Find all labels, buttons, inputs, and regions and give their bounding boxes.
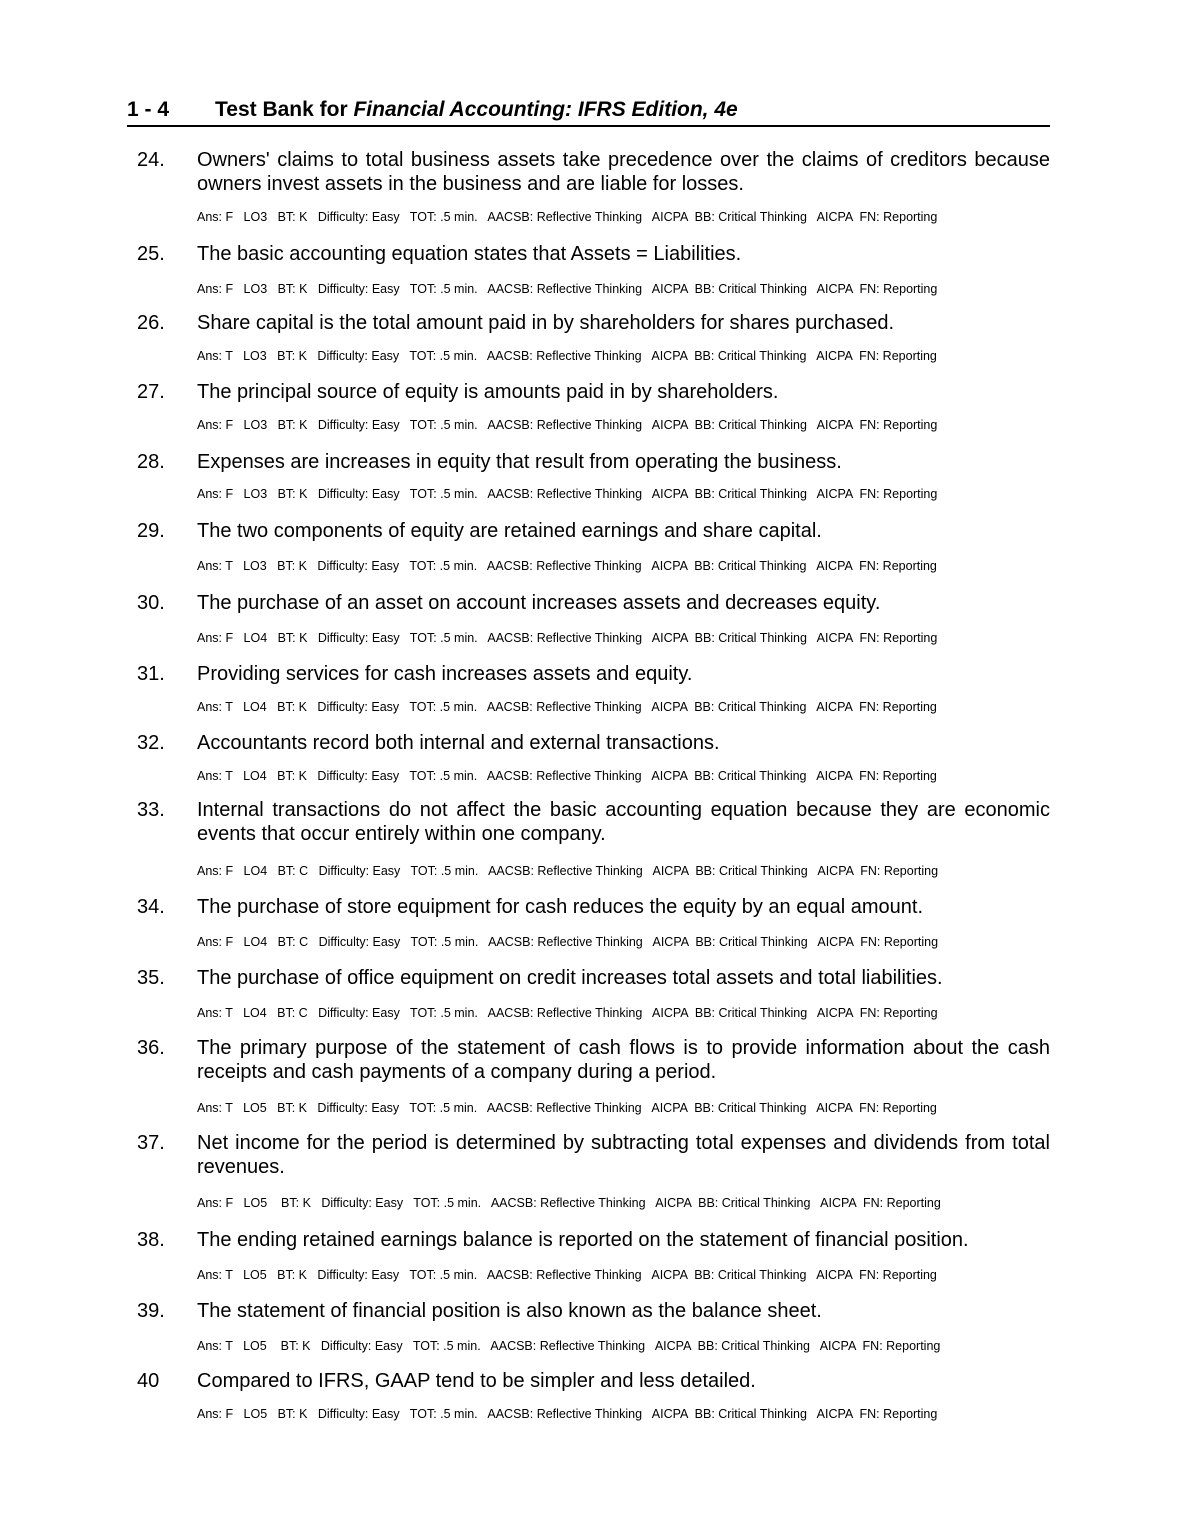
answer-metadata: Ans: F LO4 BT: C Difficulty: Easy TOT: .5 min. AACSB: Reflective Thinking AICPA BB: Critical Thinking AICPA FN: Reporting: [197, 935, 939, 949]
answer-metadata: Ans: F LO4 BT: C Difficulty: Easy TOT: .5 min. AACSB: Reflective Thinking AICPA BB: Critical Thinking AICPA FN: Reporting: [197, 864, 939, 878]
question-item: [127, 242, 1050, 297]
header-title-prefix: Test Bank for: [215, 98, 354, 121]
question-number: 27.: [137, 381, 165, 403]
question-item: [127, 966, 1050, 1021]
question-number: 36.: [137, 1037, 165, 1059]
question-text: Accountants record both internal and external transactions.: [197, 732, 720, 754]
question-number: 26.: [137, 312, 165, 334]
question-item: [127, 591, 1050, 646]
header-title-italic: Financial Accounting: IFRS Edition, 4e: [353, 98, 738, 121]
question-number: 40: [137, 1370, 160, 1392]
question-text: The primary purpose of the statement of cash flows is to provide information about the cash receipts and cash payments of a company during a period.: [197, 1037, 1050, 1083]
question-number: 34.: [137, 896, 165, 918]
question-number: 29.: [137, 520, 165, 542]
question-text: The purchase of store equipment for cash reduces the equity by an equal amount.: [197, 896, 923, 918]
question-text: The basic accounting equation states that Assets = Liabilities.: [197, 243, 742, 265]
question-text: Owners' claims to total business assets take precedence over the claims of creditors because owners invest assets in the business and are liable for losses.: [197, 149, 1050, 195]
question-item: [127, 148, 1050, 225]
answer-metadata: Ans: T LO5 BT: K Difficulty: Easy TOT: .5 min. AACSB: Reflective Thinking AICPA BB: Critical Thinking AICPA FN: Reporting: [197, 1339, 941, 1353]
question-text: Net income for the period is determined by subtracting total expenses and dividends from total revenues.: [197, 1132, 1050, 1178]
answer-metadata: Ans: T LO4 BT: C Difficulty: Easy TOT: .5 min. AACSB: Reflective Thinking AICPA BB: Critical Thinking AICPA FN: Reporting: [197, 1006, 938, 1020]
answer-metadata: Ans: T LO3 BT: K Difficulty: Easy TOT: .5 min. AACSB: Reflective Thinking AICPA BB: Critical Thinking AICPA FN: Reporting: [197, 349, 937, 363]
question-number: 35.: [137, 967, 165, 989]
question-item: [127, 311, 1050, 364]
question-number: 25.: [137, 243, 165, 265]
question-item: [127, 731, 1050, 784]
answer-metadata: Ans: F LO5 BT: K Difficulty: Easy TOT: .5 min. AACSB: Reflective Thinking AICPA BB: Critical Thinking AICPA FN: Reporting: [197, 1407, 938, 1421]
question-item: [127, 519, 1050, 574]
question-number: 38.: [137, 1229, 165, 1251]
answer-metadata: Ans: T LO4 BT: K Difficulty: Easy TOT: .5 min. AACSB: Reflective Thinking AICPA BB: Critical Thinking AICPA FN: Reporting: [197, 700, 937, 714]
answer-metadata: Ans: F LO3 BT: K Difficulty: Easy TOT: .5 min. AACSB: Reflective Thinking AICPA BB: Critical Thinking AICPA FN: Reporting: [197, 210, 938, 224]
question-text: The ending retained earnings balance is reported on the statement of financial position.: [197, 1229, 969, 1251]
question-text: The purchase of office equipment on credit increases total assets and total liabilities.: [197, 967, 943, 989]
question-item: [127, 1369, 1050, 1422]
question-item: [127, 895, 1050, 950]
question-number: 32.: [137, 732, 165, 754]
answer-metadata: Ans: T LO5 BT: K Difficulty: Easy TOT: .5 min. AACSB: Reflective Thinking AICPA BB: Critical Thinking AICPA FN: Reporting: [197, 1268, 937, 1282]
question-item: [127, 798, 1050, 879]
question-number: 28.: [137, 451, 165, 473]
question-number: 39.: [137, 1300, 165, 1322]
question-text: The principal source of equity is amounts paid in by shareholders.: [197, 381, 779, 403]
answer-metadata: Ans: T LO3 BT: K Difficulty: Easy TOT: .5 min. AACSB: Reflective Thinking AICPA BB: Critical Thinking AICPA FN: Reporting: [197, 559, 937, 573]
answer-metadata: Ans: T LO5 BT: K Difficulty: Easy TOT: .5 min. AACSB: Reflective Thinking AICPA BB: Critical Thinking AICPA FN: Reporting: [197, 1101, 937, 1115]
question-item: [127, 1228, 1050, 1283]
question-text: Expenses are increases in equity that result from operating the business.: [197, 451, 842, 473]
question-item: [127, 662, 1050, 715]
question-text: The purchase of an asset on account increases assets and decreases equity.: [197, 592, 881, 614]
question-item: [127, 450, 1050, 502]
answer-metadata: Ans: F LO3 BT: K Difficulty: Easy TOT: .5 min. AACSB: Reflective Thinking AICPA BB: Critical Thinking AICPA FN: Reporting: [197, 418, 938, 432]
question-number: 30.: [137, 592, 165, 614]
question-text: Share capital is the total amount paid in by shareholders for shares purchased.: [197, 312, 895, 334]
answer-metadata: Ans: F LO3 BT: K Difficulty: Easy TOT: .5 min. AACSB: Reflective Thinking AICPA BB: Critical Thinking AICPA FN: Reporting: [197, 487, 938, 501]
answer-metadata: Ans: F LO4 BT: K Difficulty: Easy TOT: .5 min. AACSB: Reflective Thinking AICPA BB: Critical Thinking AICPA FN: Reporting: [197, 631, 938, 645]
question-number: 37.: [137, 1132, 165, 1154]
answer-metadata: Ans: F LO3 BT: K Difficulty: Easy TOT: .5 min. AACSB: Reflective Thinking AICPA BB: Critical Thinking AICPA FN: Reporting: [197, 282, 938, 296]
question-text: Providing services for cash increases assets and equity.: [197, 663, 693, 685]
question-item: [127, 1036, 1050, 1116]
question-item: [127, 1131, 1050, 1211]
question-item: [127, 380, 1050, 433]
question-text: Internal transactions do not affect the basic accounting equation because they are economic events that occur entirely within one company.: [197, 799, 1050, 845]
question-number: 33.: [137, 799, 165, 821]
question-number: 31.: [137, 663, 165, 685]
question-text: The two components of equity are retained earnings and share capital.: [197, 520, 822, 542]
answer-metadata: Ans: F LO5 BT: K Difficulty: Easy TOT: .5 min. AACSB: Reflective Thinking AICPA BB: Critical Thinking AICPA FN: Reporting: [197, 1196, 941, 1210]
page-number: 1 - 4: [127, 98, 170, 121]
answer-metadata: Ans: T LO4 BT: K Difficulty: Easy TOT: .5 min. AACSB: Reflective Thinking AICPA BB: Critical Thinking AICPA FN: Reporting: [197, 769, 937, 783]
question-number: 24.: [137, 149, 165, 171]
question-item: [127, 1299, 1050, 1354]
question-text: Compared to IFRS, GAAP tend to be simpler and less detailed.: [197, 1370, 756, 1392]
page-header: [127, 97, 1050, 127]
question-text: The statement of financial position is also known as the balance sheet.: [197, 1300, 822, 1322]
